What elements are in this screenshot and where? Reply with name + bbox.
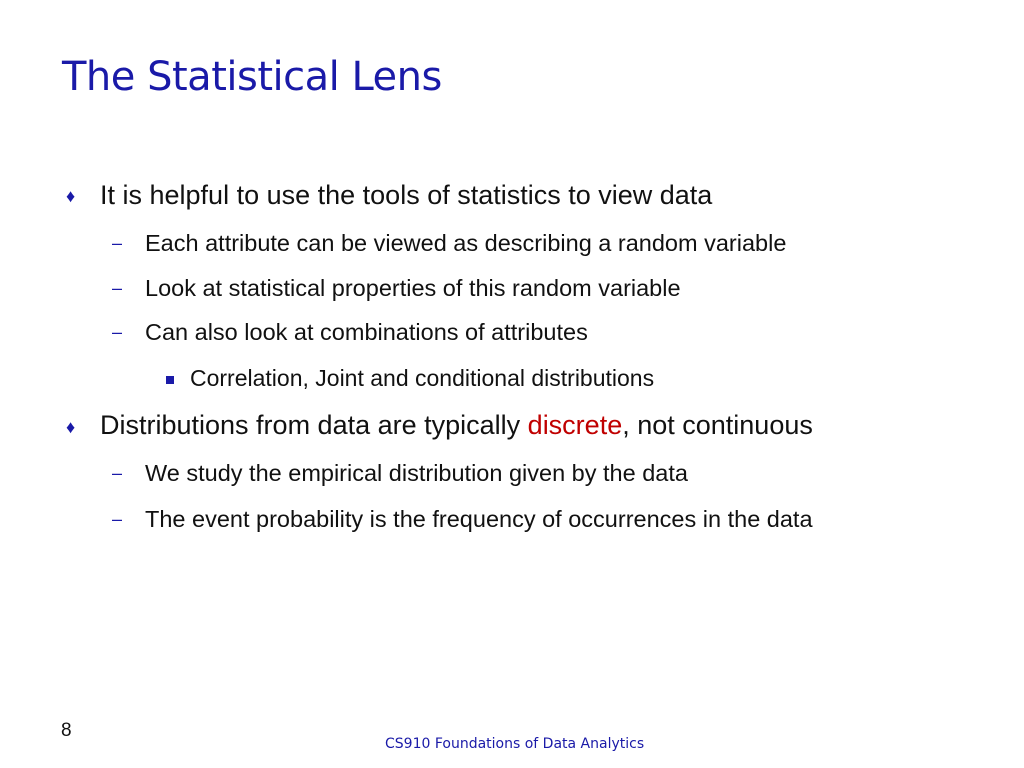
- dash-bullet-icon: –: [112, 233, 123, 253]
- sub-bullet-item: The event probability is the frequency of occurrences in the data: [145, 506, 813, 532]
- dash-bullet-icon: –: [112, 322, 123, 342]
- slide-title: The Statistical Lens: [62, 54, 442, 100]
- dash-bullet-icon: –: [112, 509, 123, 529]
- square-bullet-icon: [166, 376, 174, 384]
- bullet-text-after: , not continuous: [622, 410, 813, 440]
- sub-bullet-item: We study the empirical distribution given by the data: [145, 460, 688, 486]
- footer-text: CS910 Foundations of Data Analytics: [385, 736, 645, 752]
- sub-bullet-item: Can also look at combinations of attributes: [145, 319, 588, 345]
- highlighted-term: discrete: [527, 410, 623, 440]
- bullet-item: It is helpful to use the tools of statistics to view data: [100, 180, 713, 210]
- page-number: 8: [61, 720, 72, 741]
- diamond-bullet-icon: ♦: [66, 417, 76, 437]
- bullet-text-before: Distributions from data are typically: [100, 410, 528, 440]
- dash-bullet-icon: –: [112, 278, 123, 298]
- bullet-item: [100, 410, 813, 441]
- sub-bullet-item: Look at statistical properties of this random variable: [145, 275, 681, 301]
- sub-bullet-item: Each attribute can be viewed as describing a random variable: [145, 230, 787, 256]
- diamond-bullet-icon: ♦: [66, 186, 76, 206]
- sub-sub-bullet-item: Correlation, Joint and conditional distributions: [190, 365, 655, 391]
- dash-bullet-icon: –: [112, 463, 123, 483]
